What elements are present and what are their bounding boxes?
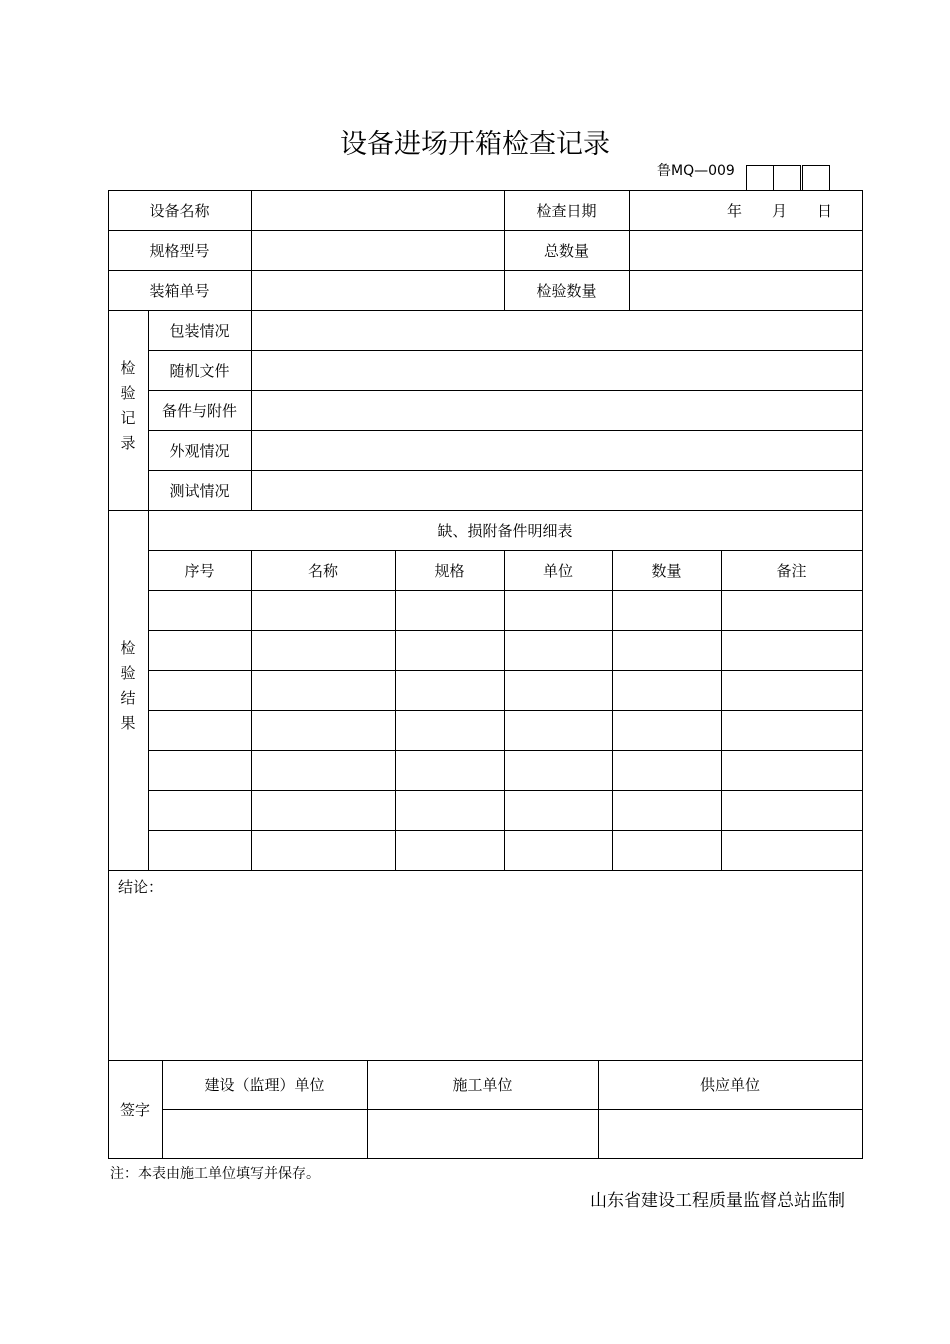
table-cell[interactable] <box>504 790 612 830</box>
table-cell[interactable] <box>612 790 721 830</box>
signature-field[interactable] <box>367 1109 598 1158</box>
table-cell[interactable] <box>251 790 395 830</box>
table-rule <box>148 350 863 351</box>
table-cell[interactable] <box>721 710 862 750</box>
header-label: 装箱单号 <box>149 281 210 300</box>
table-cell[interactable] <box>395 830 504 870</box>
header-value <box>629 270 862 310</box>
table-cell[interactable] <box>504 710 612 750</box>
table-cell[interactable] <box>395 790 504 830</box>
column-header: 单位 <box>542 561 573 580</box>
column-header: 序号 <box>184 561 215 580</box>
table-cell[interactable] <box>395 710 504 750</box>
inspection-result-label: 检验结果 <box>118 640 137 740</box>
missing-parts-table-title: 缺、损附备件明细表 <box>437 521 573 540</box>
table-rule <box>504 190 505 311</box>
issuer-footer: 山东省建设工程质量监督总站监制 <box>590 1191 845 1211</box>
header-label: 规格型号 <box>149 241 210 260</box>
table-rule <box>251 310 252 511</box>
table-cell[interactable] <box>148 630 251 670</box>
header-value <box>629 230 862 270</box>
table-cell[interactable] <box>395 670 504 710</box>
record-item-label: 备件与附件 <box>161 401 237 420</box>
column-header: 备注 <box>776 561 807 580</box>
table-cell[interactable] <box>612 670 721 710</box>
table-rule <box>148 390 863 391</box>
signature-field[interactable] <box>162 1109 367 1158</box>
conclusion-label: 结论： <box>118 878 164 896</box>
header-label: 检验数量 <box>536 281 597 300</box>
form-title: 设备进场开箱检查记录 <box>340 129 610 160</box>
table-cell[interactable] <box>721 630 862 670</box>
table-cell[interactable] <box>395 630 504 670</box>
column-header: 数量 <box>651 561 682 580</box>
table-cell[interactable] <box>148 750 251 790</box>
record-item-label: 测试情况 <box>169 481 230 500</box>
signature-field[interactable] <box>598 1109 862 1158</box>
table-cell[interactable] <box>251 590 395 630</box>
table-cell[interactable] <box>148 710 251 750</box>
table-cell[interactable] <box>504 590 612 630</box>
table-cell[interactable] <box>251 830 395 870</box>
header-label: 设备名称 <box>149 201 210 220</box>
table-cell[interactable] <box>612 710 721 750</box>
record-item-label: 随机文件 <box>169 361 230 380</box>
header-label: 总数量 <box>543 241 589 260</box>
table-cell[interactable] <box>721 750 862 790</box>
table-cell[interactable] <box>395 750 504 790</box>
table-cell[interactable] <box>148 590 251 630</box>
table-rule <box>862 510 863 871</box>
table-cell[interactable] <box>395 590 504 630</box>
signature-party-label: 施工单位 <box>452 1076 513 1094</box>
table-cell[interactable] <box>251 670 395 710</box>
table-cell[interactable] <box>721 790 862 830</box>
record-item-label: 包装情况 <box>169 321 230 340</box>
table-cell[interactable] <box>251 630 395 670</box>
table-rule <box>148 430 863 431</box>
column-header: 规格 <box>434 561 465 580</box>
table-cell[interactable] <box>721 830 862 870</box>
inspection-record-label: 检验记录 <box>118 360 137 460</box>
table-rule <box>862 1060 863 1159</box>
table-cell[interactable] <box>251 750 395 790</box>
table-cell[interactable] <box>612 590 721 630</box>
column-header: 名称 <box>307 561 338 580</box>
record-item-label: 外观情况 <box>169 441 230 460</box>
signature-label: 签字 <box>119 1100 150 1119</box>
table-cell[interactable] <box>504 670 612 710</box>
table-cell[interactable] <box>612 830 721 870</box>
table-rule <box>148 470 863 471</box>
signature-party-label: 供应单位 <box>699 1076 760 1094</box>
header-value: 年 月 日 <box>726 201 832 220</box>
table-cell[interactable] <box>721 670 862 710</box>
table-rule <box>108 1158 863 1159</box>
table-cell[interactable] <box>612 750 721 790</box>
table-cell[interactable] <box>251 710 395 750</box>
signature-party-label: 建设（监理）单位 <box>204 1076 325 1094</box>
form-code: 鲁MQ—009 <box>657 163 735 179</box>
table-cell[interactable] <box>721 590 862 630</box>
table-cell[interactable] <box>148 830 251 870</box>
table-cell[interactable] <box>148 670 251 710</box>
table-rule <box>862 310 863 511</box>
table-cell[interactable] <box>504 630 612 670</box>
table-cell[interactable] <box>504 830 612 870</box>
table-rule <box>108 190 109 311</box>
table-rule <box>862 190 863 311</box>
table-rule <box>251 190 252 311</box>
table-rule <box>629 190 630 311</box>
conclusion-field[interactable] <box>109 900 862 1060</box>
form-note: 注：本表由施工单位填写并保存。 <box>110 1166 320 1182</box>
table-cell[interactable] <box>612 630 721 670</box>
table-rule <box>862 870 863 1061</box>
table-cell[interactable] <box>148 790 251 830</box>
header-label: 检查日期 <box>536 201 597 220</box>
table-cell[interactable] <box>504 750 612 790</box>
